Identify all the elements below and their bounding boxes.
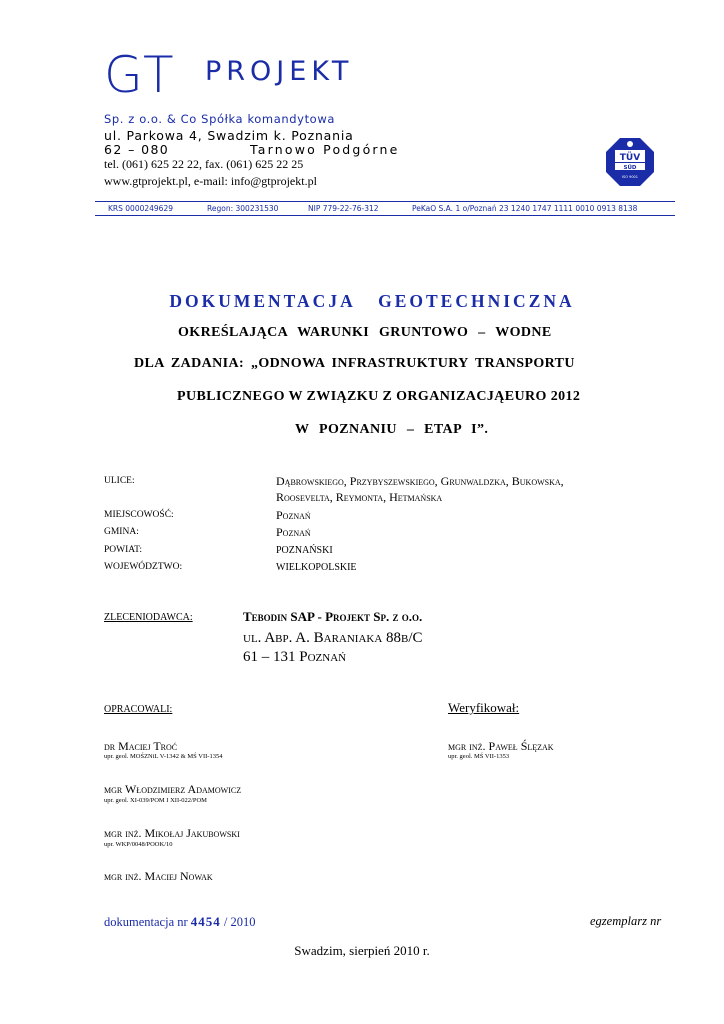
tuv-badge-top: TÜV (619, 153, 641, 163)
nip-number: NIP 779-22-76-312 (308, 204, 379, 213)
copy-number: egzemplarz nr (590, 914, 662, 928)
commune-value: Poznań (276, 525, 311, 539)
streets-value-2: Roosevelta, Reymonta, Hetmańska (276, 490, 443, 504)
voivodeship-label: WOJEWÓDZTWO: (104, 562, 183, 572)
county-value: POZNAŃSKI (276, 545, 333, 556)
title-line-1: OKREŚLAJĄCA WARUNKI GRUNTOWO – WODNE (178, 325, 552, 340)
tuv-badge-mid: SÜD (623, 165, 637, 171)
company-town: Tarnowo Podgórne (250, 142, 400, 157)
authors-label: OPRACOWALI: (104, 704, 173, 715)
commune-label: GMINA: (104, 527, 139, 537)
author-license: upr. geol. XI-039/POM I XII-022/POM (104, 797, 207, 804)
document-number-year: / 2010 (220, 915, 256, 929)
locality-value: Poznań (276, 508, 311, 522)
bank-account: PeKaO S.A. 1 o/Poznań 23 1240 1747 1111 0010 0913 8138 (412, 204, 638, 213)
author-license: upr. geol. MOŚZNiL V-1342 & MŚ VII-1354 (104, 753, 223, 760)
krs-number: KRS 0000249629 (108, 204, 173, 213)
logo-projekt: PROJEKT (205, 56, 354, 87)
investor-address-city: 61 – 131 Poznań (243, 649, 347, 665)
document-number-prefix: dokumentacja nr (104, 915, 191, 929)
author-name: mgr Włodzimierz Adamowicz (104, 782, 242, 796)
streets-value-1: Dąbrowskiego, Przybyszewskiego, Grunwaldzka, Bukowska, (276, 474, 564, 488)
company-address-street: ul. Parkowa 4, Swadzim k. Poznania (104, 128, 354, 143)
tuv-certification-icon (605, 137, 655, 187)
author-license: upr. WKP/0048/POOK/10 (104, 841, 173, 848)
county-label: POWIAT: (104, 545, 143, 555)
title-line-3: PUBLICZNEGO W ZWIĄZKU Z ORGANIZACJĄEURO 2012 (177, 389, 581, 404)
company-web-email: www.gtprojekt.pl, e-mail: info@gtprojekt.pl (104, 174, 317, 188)
company-postcode: 62 – 080 (104, 142, 170, 157)
author-name: mgr inż. Mikołaj Jakubowski (104, 826, 240, 840)
header-rule-bottom (95, 215, 675, 216)
logo-gt: GT (104, 46, 176, 104)
company-phone: tel. (061) 625 22 22, fax. (061) 625 22 25 (104, 157, 304, 171)
title-line-2: DLA ZADANIA: „ODNOWA INFRASTRUKTURY TRANSPORTU (134, 356, 575, 371)
place-and-date: Swadzim, sierpień 2010 r. (294, 943, 430, 958)
document-title: DOKUMENTACJA GEOTECHNICZNA (169, 291, 575, 311)
streets-label: ULICE: (104, 476, 135, 486)
document-number (104, 914, 256, 930)
verifier-label: Weryfikował: (448, 700, 520, 715)
document-number-value: 4454 (190, 914, 221, 929)
tuv-badge-bottom: ISO 9001 (621, 175, 639, 179)
investor-address-street: ul. Abp. A. Baraniaka 88b/C (243, 630, 423, 646)
company-legal-form: Sp. z o.o. & Co Spółka komandytowa (104, 112, 335, 126)
verifier-name: mgr inż. Paweł Ślęzak (448, 739, 554, 753)
title-line-4: W POZNANIU – ETAP I”. (295, 422, 489, 437)
locality-label: MIEJSCOWOŚĆ: (104, 510, 174, 520)
author-name: mgr inż. Maciej Nowak (104, 869, 213, 883)
voivodeship-value: WIELKOPOLSKIE (276, 562, 357, 573)
investor-label: ZLECENIODAWCA: (104, 612, 193, 623)
author-name: dr Maciej Troć (104, 739, 178, 753)
verifier-license: upr. geol. MŚ VII-1353 (448, 753, 510, 760)
header-rule-top (95, 201, 675, 202)
investor-name: Tebodin SAP - Projekt Sp. z o.o. (243, 609, 423, 624)
regon-number: Regon: 300231530 (207, 204, 279, 213)
